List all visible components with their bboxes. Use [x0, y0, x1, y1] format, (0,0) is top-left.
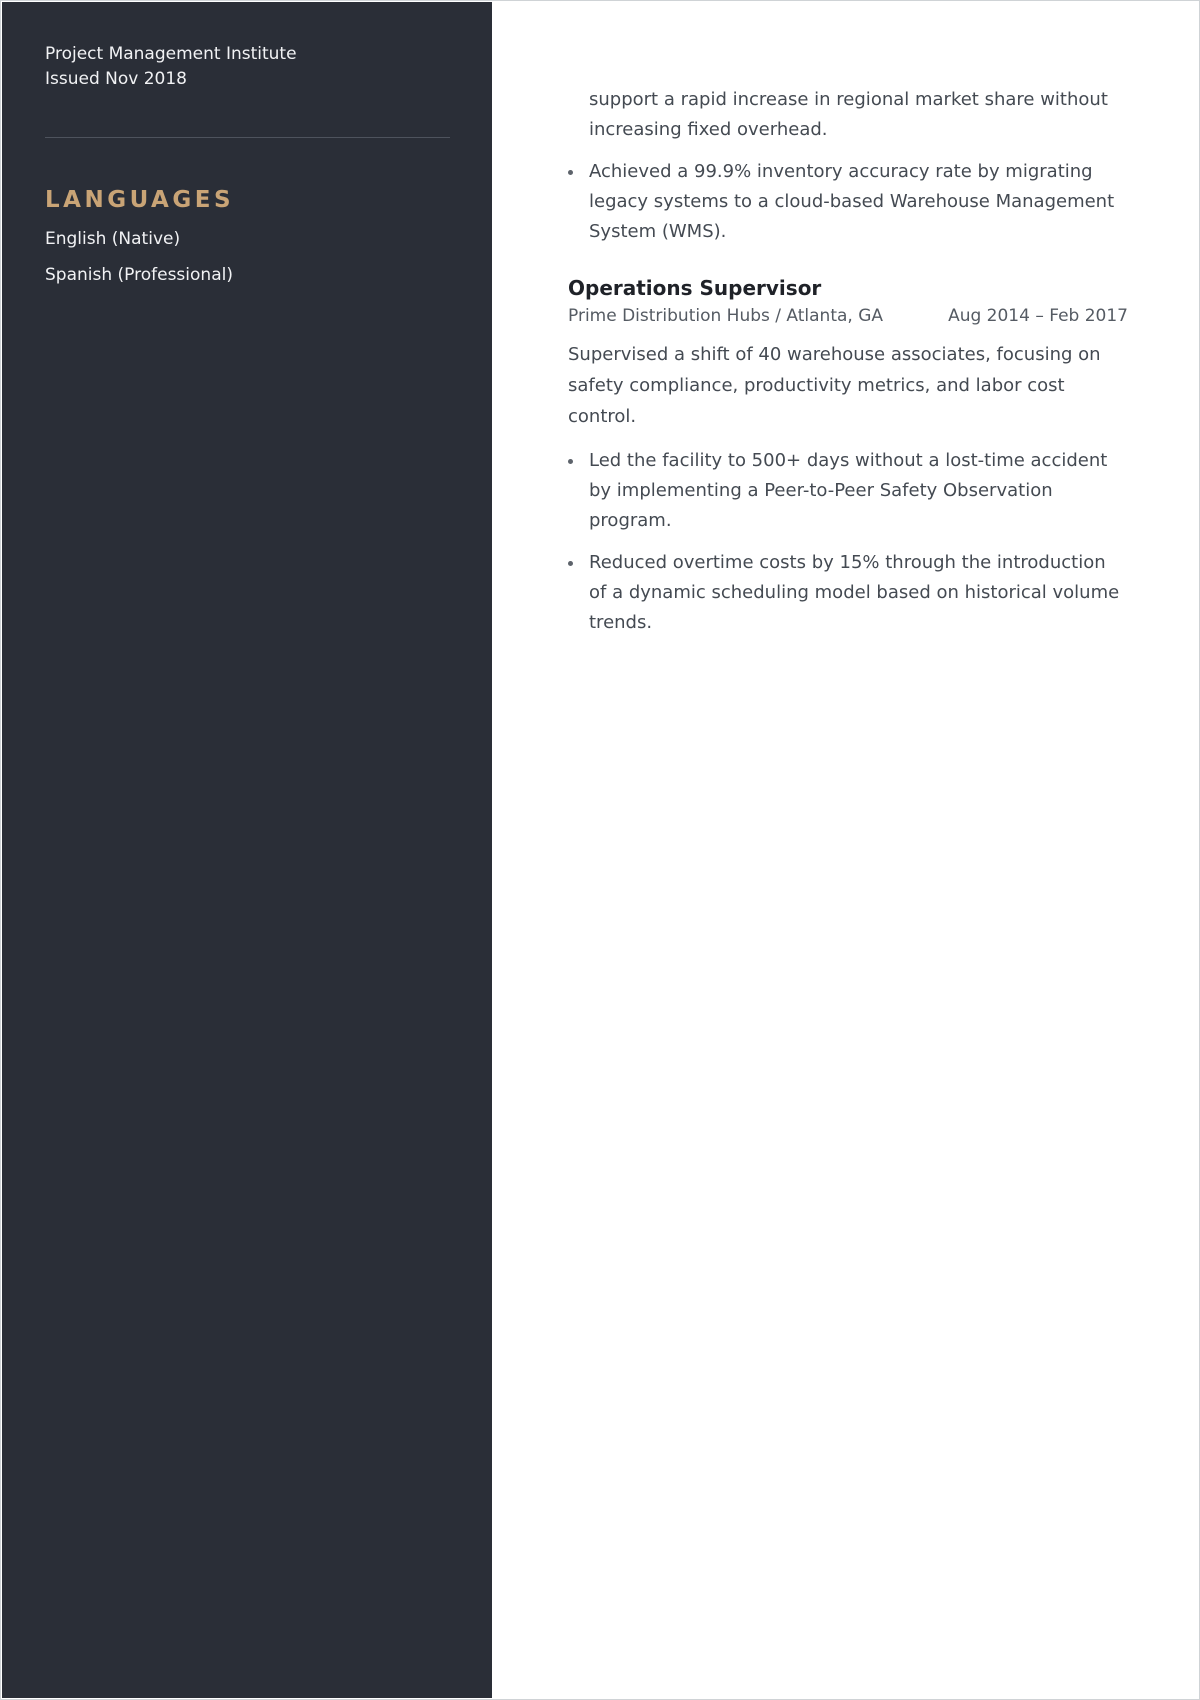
job-summary: Supervised a shift of 40 warehouse associates, focusing on safety compliance, productivity metrics, and labor cost control. — [568, 344, 1101, 427]
bullet-dot-icon — [568, 170, 573, 175]
certification-issuer: Project Management Institute — [45, 44, 297, 64]
list-item — [568, 446, 1128, 536]
job-dates: Aug 2014 – Feb 2017 — [948, 306, 1128, 326]
bullet-text: Achieved a 99.9% inventory accuracy rate by migrating legacy systems to a cloud-based Warehouse Management System (WMS). — [589, 161, 1115, 242]
languages-list — [45, 227, 449, 288]
experience-content — [568, 1, 1128, 650]
job-company-location: Prime Distribution Hubs / Atlanta, GA — [568, 306, 884, 326]
sidebar-divider — [45, 137, 450, 138]
job-bullets — [568, 446, 1128, 638]
bullet-dot-icon — [568, 459, 573, 464]
sidebar — [2, 2, 492, 1698]
previous-job-bullets — [568, 157, 1128, 247]
continued-bullet-text: support a rapid increase in regional market share without increasing fixed overhead. — [589, 89, 1108, 140]
bullet-text: Led the facility to 500+ days without a lost-time accident by implementing a Peer-to-Peer Safety Observation program. — [589, 450, 1108, 531]
bullet-dot-icon — [568, 561, 573, 566]
language-item: English (Native) — [45, 229, 181, 249]
language-item: Spanish (Professional) — [45, 265, 233, 285]
certification-date: Issued Nov 2018 — [45, 69, 188, 89]
list-item — [568, 157, 1128, 247]
bullet-text: Reduced overtime costs by 15% through the introduction of a dynamic scheduling model based on historical volume trends. — [589, 552, 1120, 633]
job-entry — [568, 275, 1128, 638]
languages-heading: LANGUAGES — [45, 187, 235, 213]
job-title: Operations Supervisor — [568, 276, 822, 300]
certification-entry — [45, 42, 449, 92]
list-item — [568, 548, 1128, 638]
job-meta — [568, 303, 1128, 329]
